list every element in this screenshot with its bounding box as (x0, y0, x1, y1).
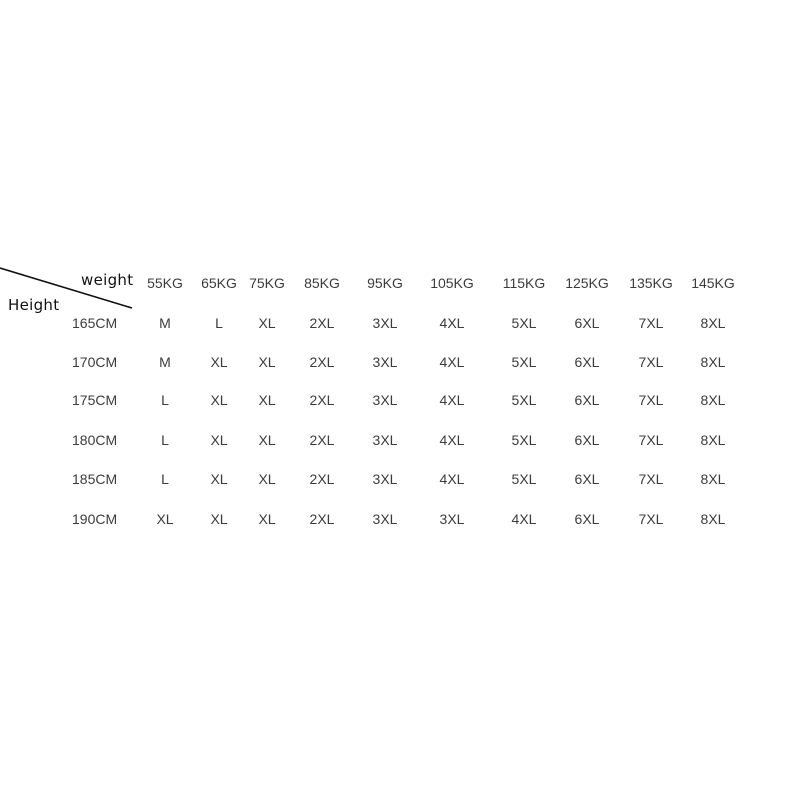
weight-axis-label: weight (81, 271, 134, 289)
column-header-weight: 125KG (565, 275, 609, 291)
size-cell: 2XL (309, 392, 335, 408)
size-cell: 3XL (372, 392, 398, 408)
size-cell: 7XL (638, 432, 664, 448)
size-cell: 6XL (574, 392, 600, 408)
size-cell: 2XL (309, 354, 335, 370)
size-cell: XL (258, 354, 276, 370)
size-cell: 8XL (700, 471, 726, 487)
column-header-weight: 115KG (502, 275, 546, 291)
size-cell: L (161, 432, 169, 448)
size-cell: 6XL (574, 471, 600, 487)
row-header-height: 185CM (72, 471, 118, 487)
size-cell: XL (210, 471, 228, 487)
column-header-weight: 85KG (304, 275, 340, 291)
size-cell: 6XL (574, 354, 600, 370)
size-cell: 7XL (638, 315, 664, 331)
size-cell: 2XL (309, 432, 335, 448)
column-header-weight: 145KG (691, 275, 735, 291)
size-cell: 7XL (638, 354, 664, 370)
size-cell: XL (258, 511, 276, 527)
size-cell: 3XL (372, 354, 398, 370)
size-cell: XL (210, 392, 228, 408)
size-cell: 3XL (439, 511, 465, 527)
size-cell: 4XL (439, 354, 465, 370)
size-cell: 5XL (511, 392, 537, 408)
size-cell: 6XL (574, 315, 600, 331)
size-cell: 4XL (439, 315, 465, 331)
size-cell: XL (258, 392, 276, 408)
size-cell: 7XL (638, 392, 664, 408)
size-cell: 8XL (700, 315, 726, 331)
size-cell: XL (156, 511, 174, 527)
size-cell: XL (258, 315, 276, 331)
column-header-weight: 105KG (430, 275, 474, 291)
column-header-weight: 75KG (249, 275, 285, 291)
height-axis-label: Height (8, 296, 60, 314)
size-cell: 7XL (638, 511, 664, 527)
size-cell: 5XL (511, 315, 537, 331)
size-cell: 4XL (511, 511, 537, 527)
row-header-height: 180CM (72, 432, 118, 448)
column-header-weight: 55KG (147, 275, 183, 291)
size-cell: 6XL (574, 432, 600, 448)
size-cell: 5XL (511, 432, 537, 448)
size-cell: XL (210, 511, 228, 527)
size-cell: 8XL (700, 392, 726, 408)
size-cell: 8XL (700, 354, 726, 370)
size-cell: 5XL (511, 471, 537, 487)
size-cell: 2XL (309, 511, 335, 527)
row-header-height: 190CM (72, 511, 118, 527)
size-cell: XL (258, 432, 276, 448)
column-header-weight: 65KG (201, 275, 237, 291)
size-cell: XL (258, 471, 276, 487)
size-cell: 8XL (700, 511, 726, 527)
size-cell: M (159, 315, 171, 331)
size-cell: 3XL (372, 432, 398, 448)
size-cell: L (161, 471, 169, 487)
size-cell: 8XL (700, 432, 726, 448)
size-cell: 4XL (439, 432, 465, 448)
size-cell: 2XL (309, 315, 335, 331)
size-cell: XL (210, 432, 228, 448)
size-cell: 2XL (309, 471, 335, 487)
size-cell: 7XL (638, 471, 664, 487)
size-cell: XL (210, 354, 228, 370)
row-header-height: 170CM (72, 354, 118, 370)
size-cell: 3XL (372, 471, 398, 487)
row-header-height: 175CM (72, 392, 118, 408)
size-cell: 5XL (511, 354, 537, 370)
size-cell: L (215, 315, 223, 331)
size-cell: 4XL (439, 471, 465, 487)
size-cell: 3XL (372, 315, 398, 331)
column-header-weight: 95KG (367, 275, 403, 291)
size-cell: 3XL (372, 511, 398, 527)
size-cell: M (159, 354, 171, 370)
size-cell: L (161, 392, 169, 408)
column-header-weight: 135KG (629, 275, 673, 291)
size-cell: 6XL (574, 511, 600, 527)
row-header-height: 165CM (72, 315, 118, 331)
size-cell: 4XL (439, 392, 465, 408)
